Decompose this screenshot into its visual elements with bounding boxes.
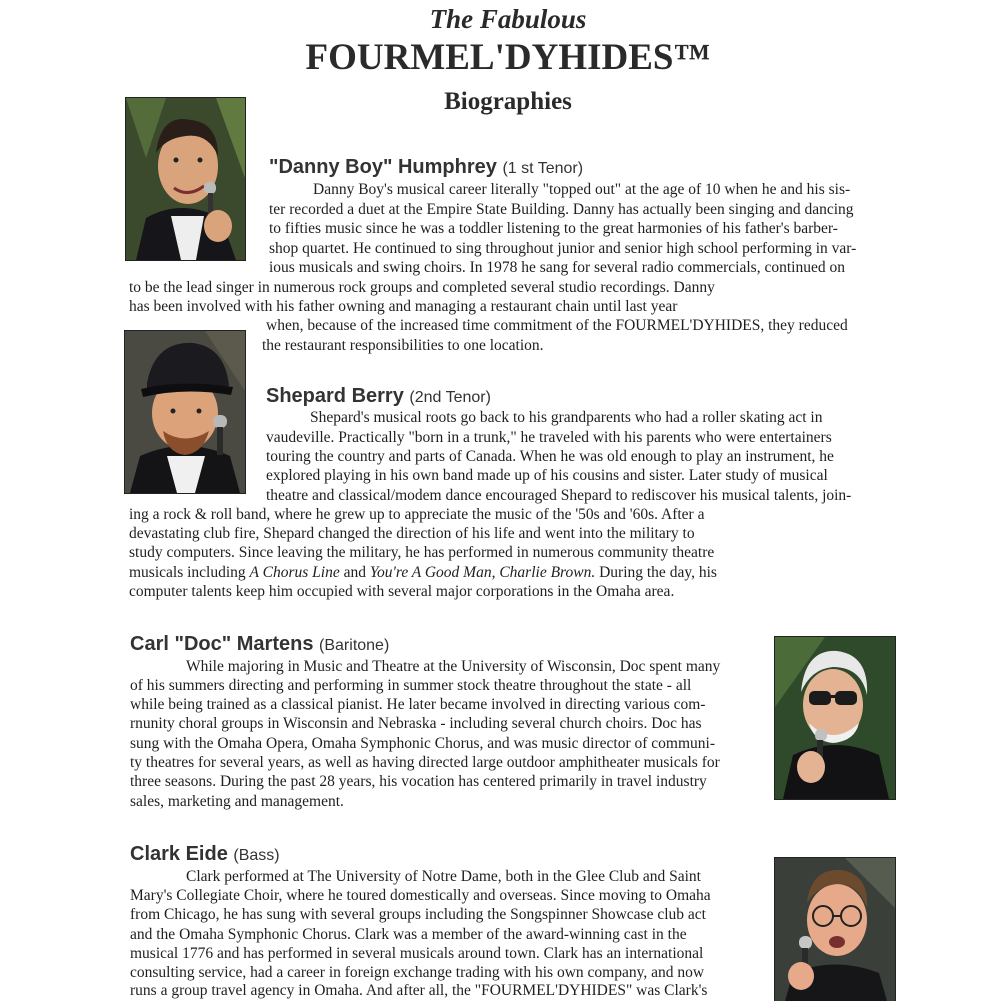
bio-name-danny: "Danny Boy" Humphrey (1 st Tenor) — [269, 156, 584, 178]
bio-line: vaudeville. Practically "born in a trunk," he traveled with his parents who were entertainers — [266, 429, 832, 446]
danny-humphrey-photo — [125, 97, 246, 261]
bio-line: runs a group travel agency in Omaha. And after all, the "FOURMEL'DYHIDES" was Clark's — [130, 982, 708, 999]
bio-line: to fifties music since he was a toddler listening to the great harmonies of his father's barber- — [269, 220, 838, 237]
bio-line: sung with the Omaha Opera, Omaha Symphonic Chorus, and was music director of communi- — [130, 735, 716, 752]
bio-role-danny: (1 st Tenor) — [502, 160, 584, 177]
bio-line: computer talents keep him occupied with several major corporations in the Omaha area. — [129, 583, 675, 600]
bio-role-clark: (Bass) — [233, 847, 280, 864]
bio-line: Clark performed at The University of Notre Dame, both in the Glee Club and Saint — [186, 868, 701, 885]
bio-line: devastating club fire, Shepard changed the direction of his life and went into the military to — [129, 525, 695, 542]
bio-line: consulting service, had a career in foreign exchange trading with his own company, and now — [130, 964, 705, 981]
title-kicker: The Fabulous — [429, 4, 587, 34]
bio-line: Shepard's musical roots go back to his grandparents who had a roller skating act in — [310, 409, 823, 426]
bio-line: of his summers directing and performing in summer stock theatre throughout the state - all — [130, 677, 692, 694]
show-title-chorus-line: A Chorus Line — [249, 564, 340, 581]
bio-line: ty theatres for several years, as well as having directed large outdoor amphitheater musicals for — [130, 754, 720, 771]
bio-line: shop quartet. He continued to sing throughout junior and senior high school performing in var- — [269, 240, 857, 257]
bio-line: musical 1776 and has performed in several musicals around town. Clark has an international — [130, 945, 704, 962]
bio-line: has been involved with his father owning and managing a restaurant chain until last year — [129, 298, 678, 315]
bio-name-shepard: Shepard Berry (2nd Tenor) — [266, 385, 491, 407]
bio-line: touring the country and parts of Canada. When he was old enough to play an instrument, he — [266, 448, 834, 465]
bio-line: while being trained as a classical pianist. He later became involved in directing various com- — [130, 696, 706, 713]
bio-line: theatre and classical/modem dance encouraged Shepard to rediscover his musical talents, join- — [266, 487, 852, 504]
bio-line: from Chicago, he has sung with several groups including the Songspinner Showcase club act — [130, 906, 706, 923]
bio-line: ter recorded a duet at the Empire State Building. Danny has actually been singing and dancing — [269, 201, 854, 218]
bio-line: sales, marketing and management. — [130, 793, 344, 810]
bio-name-carl: Carl "Doc" Martens (Baritone) — [130, 633, 390, 655]
bio-line: to be the lead singer in numerous rock groups and completed several studio recordings. Danny — [129, 279, 715, 296]
bio-line: study computers. Since leaving the military, he has performed in numerous community theatre — [129, 544, 715, 561]
clark-eide-photo — [774, 857, 896, 1001]
bio-line: While majoring in Music and Theatre at the University of Wisconsin, Doc spent many — [186, 658, 721, 675]
show-title-charlie-brown: You're A Good Man, Charlie Brown. — [369, 564, 596, 581]
bio-line: and the Omaha Symphonic Chorus. Clark was a member of the award-winning cast in the — [130, 926, 687, 943]
page-title: FOURMEL'DYHIDES™ — [305, 37, 711, 78]
carl-martens-photo — [774, 636, 896, 800]
bio-line: ious musicals and swing choirs. In 1978 he sang for several radio commercials, continued on — [269, 259, 845, 276]
shepard-berry-photo — [124, 330, 246, 494]
bio-role-carl: (Baritone) — [319, 637, 390, 654]
bio-line: musicals including A Chorus Line and You're A Good Man, Charlie Brown. During the day, his — [129, 564, 717, 581]
bio-line: Danny Boy's musical career literally "topped out" at the age of 10 when he and his sis- — [313, 181, 851, 198]
bio-line: when, because of the increased time commitment of the FOURMEL'DYHIDES, they reduced — [266, 317, 848, 334]
bio-line: explored playing in his own band made up of his cousins and sister. Later study of musical — [266, 467, 828, 484]
bio-role-shepard: (2nd Tenor) — [409, 389, 491, 406]
page-subtitle: Biographies — [444, 88, 572, 115]
bio-line: the restaurant responsibilities to one location. — [262, 337, 544, 354]
bio-line: ing a rock & roll band, where he grew up to appreciate the music of the '50s and '60s. After a — [129, 506, 705, 523]
bio-name-clark: Clark Eide (Bass) — [130, 843, 280, 865]
bio-line: three seasons. During the past 28 years, his vocation has centered primarily in travel industry — [130, 773, 707, 790]
bio-line: rnunity choral groups in Wisconsin and Nebraska - including several church choirs. Doc has — [130, 715, 702, 732]
bio-line: Mary's Collegiate Choir, where he toured domestically and overseas. Since moving to Omaha — [130, 887, 711, 904]
